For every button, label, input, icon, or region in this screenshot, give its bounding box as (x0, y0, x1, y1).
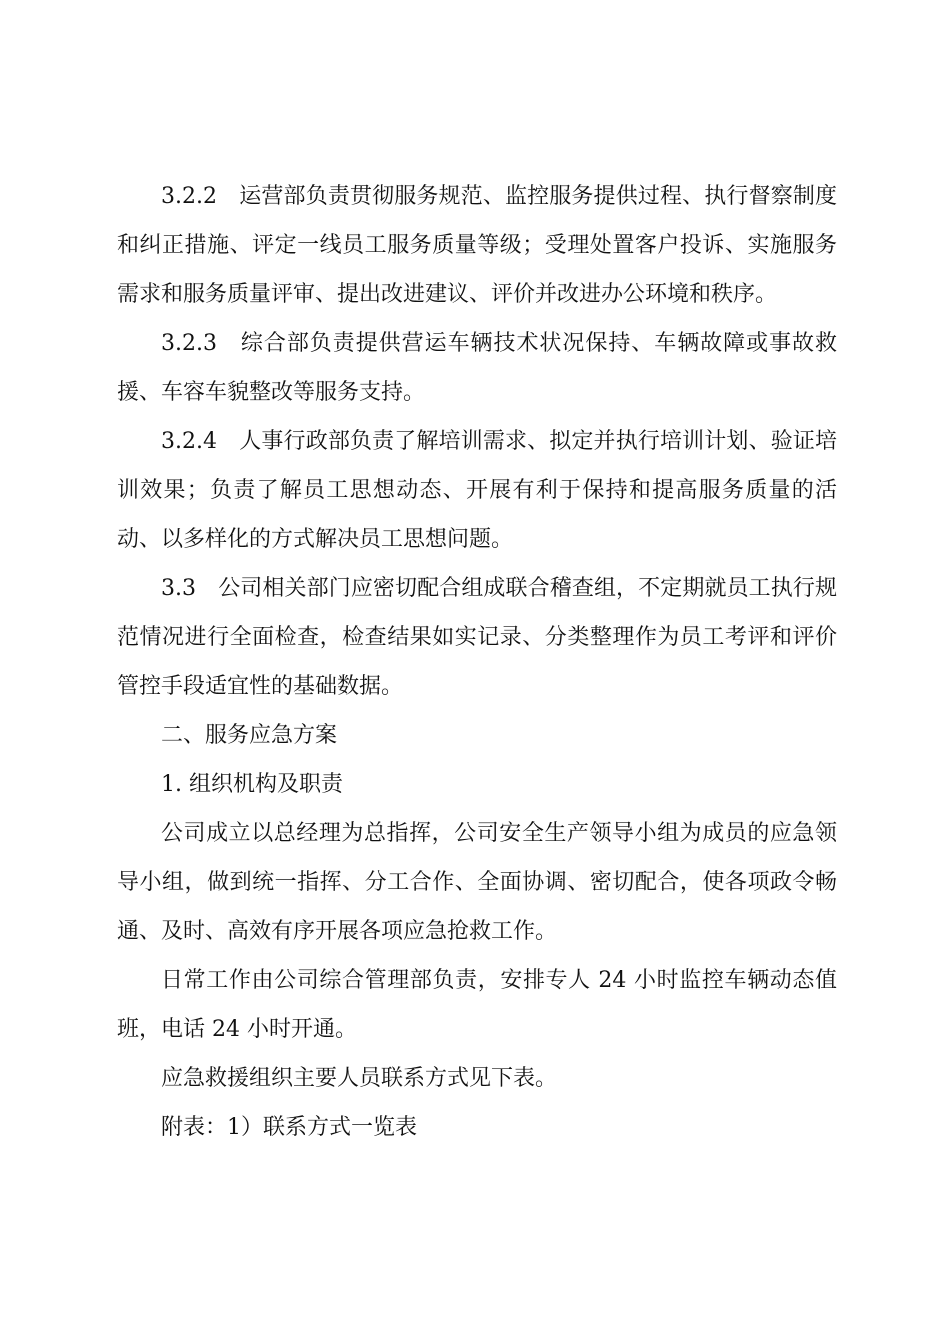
paragraph-3-2-4: 3.2.4 人事行政部负责了解培训需求、拟定并执行培训计划、验证培训效果；负责了解员工思想动态、开展有利于保持和提高服务质量的活动、以多样化的方式解决员工思想问题。 (117, 429, 837, 552)
paragraph-3-3: 3.3 公司相关部门应密切配合组成联合稽查组，不定期就员工执行规范情况进行全面检查，检查结果如实记录、分类整理作为员工考评和评价管控手段适宜性的基础数据。 (117, 576, 837, 699)
paragraph-appendix-title: 附表：1）联系方式一览表 (161, 1115, 417, 1140)
paragraph-contact-note: 应急救援组织主要人员联系方式见下表。 (161, 1066, 558, 1091)
section-heading-emergency-plan: 二、服务应急方案 (161, 723, 338, 748)
paragraph-daily-work: 日常工作由公司综合管理部负责，安排专人 24 小时监控车辆动态值班，电话 24 小时开通。 (117, 968, 837, 1042)
paragraph-3-2-3: 3.2.3 综合部负责提供营运车辆技术状况保持、车辆故障或事故救援、车容车貌整改等服务支持。 (117, 331, 837, 405)
paragraph-leadership-group: 公司成立以总经理为总指挥，公司安全生产领导小组为成员的应急领导小组，做到统一指挥、分工合作、全面协调、密切配合，使各项政令畅通、及时、高效有序开展各项应急抢救工作。 (117, 821, 837, 944)
paragraph-3-2-2: 3.2.2 运营部负责贯彻服务规范、监控服务提供过程、执行督察制度和纠正措施、评定一线员工服务质量等级；受理处置客户投诉、实施服务需求和服务质量评审、提出改进建议、评价并改进办公环境和秩序。 (117, 184, 837, 307)
subsection-heading-organization: 1. 组织机构及职责 (161, 772, 343, 797)
document-body (117, 172, 837, 1152)
